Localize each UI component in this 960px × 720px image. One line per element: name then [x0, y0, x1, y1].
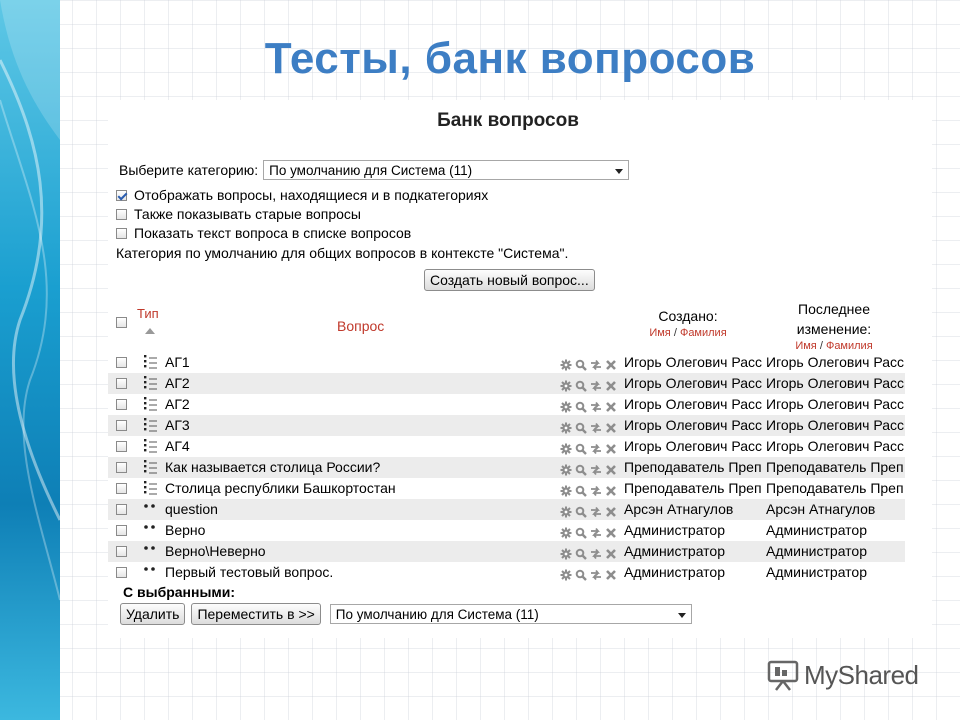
move-arrows-icon[interactable] [590, 400, 602, 416]
move-target-select[interactable] [330, 604, 692, 624]
sort-up-icon [145, 328, 155, 334]
question-bank-panel [108, 100, 932, 638]
created-by: Игорь Олегович Расс [624, 396, 762, 412]
preview-magnifier-icon[interactable] [575, 421, 587, 437]
sort-by-surname-link[interactable]: Фамилия [825, 340, 873, 352]
row-actions [560, 421, 618, 435]
edit-gear-icon[interactable] [560, 505, 572, 521]
question-name: Верно\Неверно [165, 543, 266, 559]
option-old-questions[interactable] [116, 205, 361, 223]
modified-header-line1: Последнее [798, 301, 870, 317]
move-arrows-icon[interactable] [590, 463, 602, 479]
row-actions [560, 568, 618, 582]
modified-by: Преподаватель Преп [766, 459, 904, 475]
preview-magnifier-icon[interactable] [575, 505, 587, 521]
option-subcategories[interactable] [116, 186, 488, 204]
decorative-left-band [0, 0, 60, 720]
default-category-note: Категория по умолчанию для общих вопросов в контексте "Система". [116, 245, 569, 261]
modified-header-line2: изменение: [796, 321, 872, 337]
preview-magnifier-icon[interactable] [575, 463, 587, 479]
list-icon [142, 396, 158, 412]
sort-separator: / [819, 340, 823, 352]
row-checkbox[interactable] [116, 462, 127, 473]
category-select[interactable] [263, 160, 629, 180]
delete-button[interactable]: Удалить [120, 603, 185, 625]
move-to-button[interactable]: Переместить в >> [191, 603, 320, 625]
question-name: Первый тестовый вопрос. [165, 564, 334, 580]
delete-x-icon[interactable] [605, 526, 617, 542]
table-row [108, 436, 905, 457]
move-arrows-icon[interactable] [590, 484, 602, 500]
created-by: Игорь Олегович Расс [624, 354, 762, 370]
edit-gear-icon[interactable] [560, 358, 572, 374]
modified-by: Арсэн Атнагулов [766, 501, 876, 517]
move-target-value: По умолчанию для Система (11) [335, 607, 539, 622]
option-label: Показать текст вопроса в списке вопросов [134, 225, 412, 241]
delete-x-icon[interactable] [605, 484, 617, 500]
question-name: Столица республики Башкортостан [165, 480, 396, 496]
edit-gear-icon[interactable] [560, 400, 572, 416]
question-list [108, 352, 905, 583]
row-actions [560, 463, 618, 477]
delete-x-icon[interactable] [605, 568, 617, 584]
created-by: Преподаватель Преп [624, 459, 762, 475]
preview-magnifier-icon[interactable] [575, 568, 587, 584]
row-checkbox[interactable] [116, 441, 127, 452]
list-icon [142, 417, 158, 433]
modified-by: Игорь Олегович Расс [766, 396, 904, 412]
row-checkbox[interactable] [116, 378, 127, 389]
table-row [108, 499, 905, 520]
row-checkbox[interactable] [116, 483, 127, 494]
modified-sort-links [774, 339, 894, 353]
modified-by: Игорь Олегович Расс [766, 438, 904, 454]
move-arrows-icon[interactable] [590, 442, 602, 458]
row-actions [560, 505, 618, 519]
brand-name: MyShared [804, 659, 919, 690]
category-select-value: По умолчанию для Система (11) [269, 163, 473, 178]
option-label: Отображать вопросы, находящиеся и в подкатегориях [134, 187, 489, 203]
row-checkbox[interactable] [116, 567, 127, 578]
delete-x-icon[interactable] [605, 421, 617, 437]
presentation-board-icon [766, 658, 800, 692]
table-row [108, 394, 905, 415]
brand-logo [766, 656, 919, 694]
edit-gear-icon[interactable] [560, 463, 572, 479]
category-label: Выберите категорию: [119, 162, 259, 178]
delete-x-icon[interactable] [605, 379, 617, 395]
option-label: Также показывать старые вопросы [134, 206, 361, 222]
row-actions [560, 526, 618, 540]
old-questions-checkbox[interactable] [116, 209, 127, 220]
select-all-checkbox[interactable] [116, 317, 127, 328]
edit-gear-icon[interactable] [560, 547, 572, 563]
table-row [108, 415, 905, 436]
delete-x-icon[interactable] [605, 463, 617, 479]
created-by: Администратор [624, 522, 726, 538]
row-checkbox[interactable] [116, 399, 127, 410]
slide-title: Тесты, банк вопросов [264, 34, 756, 83]
row-actions [560, 358, 618, 372]
table-row [108, 457, 905, 478]
column-header-question[interactable]: Вопрос [337, 318, 385, 334]
question-name: Верно [165, 522, 206, 538]
move-arrows-icon[interactable] [590, 379, 602, 395]
question-text-checkbox[interactable] [116, 228, 127, 239]
modified-by: Администратор [766, 522, 868, 538]
created-by: Игорь Олегович Расс [624, 375, 762, 391]
table-row [108, 478, 905, 499]
question-name: Как называется столица России? [165, 459, 381, 475]
move-arrows-icon[interactable] [590, 358, 602, 374]
modified-by: Администратор [766, 543, 868, 559]
delete-x-icon[interactable] [605, 358, 617, 374]
question-name: АГ2 [165, 375, 190, 391]
created-by: Администратор [624, 543, 726, 559]
dots-icon [142, 501, 158, 517]
column-header-modified [774, 299, 894, 353]
sort-separator: / [673, 327, 677, 339]
create-question-button[interactable]: Создать новый вопрос... [424, 269, 595, 291]
column-header-type[interactable]: Тип [137, 306, 159, 321]
edit-gear-icon[interactable] [560, 379, 572, 395]
created-by: Игорь Олегович Расс [624, 417, 762, 433]
created-sort-links [628, 327, 748, 339]
table-row [108, 562, 905, 583]
edit-gear-icon[interactable] [560, 442, 572, 458]
delete-x-icon[interactable] [605, 400, 617, 416]
row-checkbox[interactable] [116, 357, 127, 368]
list-icon [142, 354, 158, 370]
dots-icon [142, 522, 158, 538]
row-checkbox[interactable] [116, 525, 127, 536]
table-row [108, 541, 905, 562]
modified-by: Администратор [766, 564, 868, 580]
edit-gear-icon[interactable] [560, 421, 572, 437]
created-header-label: Создано: [658, 308, 718, 324]
created-by: Арсэн Атнагулов [624, 501, 734, 517]
move-arrows-icon[interactable] [590, 568, 602, 584]
delete-x-icon[interactable] [605, 442, 617, 458]
dots-icon [142, 564, 158, 580]
bulk-actions-bar [120, 603, 692, 625]
modified-by: Игорь Олегович Расс [766, 375, 904, 391]
row-checkbox[interactable] [116, 504, 127, 515]
row-checkbox[interactable] [116, 420, 127, 431]
preview-magnifier-icon[interactable] [575, 400, 587, 416]
modified-by: Игорь Олегович Расс [766, 417, 904, 433]
list-icon [142, 438, 158, 454]
row-actions [560, 379, 618, 393]
created-by: Преподаватель Преп [624, 480, 762, 496]
modified-by: Игорь Олегович Расс [766, 354, 904, 370]
edit-gear-icon[interactable] [560, 484, 572, 500]
question-name: АГ3 [165, 417, 190, 433]
list-icon [142, 375, 158, 391]
subcategories-checkbox[interactable] [116, 190, 127, 201]
category-row [119, 159, 629, 181]
created-by: Игорь Олегович Расс [624, 438, 762, 454]
preview-magnifier-icon[interactable] [575, 547, 587, 563]
table-row [108, 520, 905, 541]
created-by: Администратор [624, 564, 726, 580]
panel-title: Банк вопросов [437, 110, 579, 131]
delete-x-icon[interactable] [605, 547, 617, 563]
column-header-created [628, 308, 748, 339]
row-actions [560, 442, 618, 456]
sort-by-name-link[interactable]: Имя [649, 327, 671, 339]
question-name: АГ4 [165, 438, 190, 454]
move-arrows-icon[interactable] [590, 526, 602, 542]
sort-by-name-link[interactable]: Имя [795, 340, 817, 352]
list-icon [142, 480, 158, 496]
move-arrows-icon[interactable] [590, 421, 602, 437]
preview-magnifier-icon[interactable] [575, 484, 587, 500]
edit-gear-icon[interactable] [560, 568, 572, 584]
table-row [108, 373, 905, 394]
row-checkbox[interactable] [116, 546, 127, 557]
with-selected-label: С выбранными: [123, 584, 236, 600]
option-question-text[interactable] [116, 224, 411, 242]
list-icon [142, 459, 158, 475]
wave-decoration-icon [0, 0, 60, 720]
move-arrows-icon[interactable] [590, 505, 602, 521]
move-arrows-icon[interactable] [590, 547, 602, 563]
sort-by-surname-link[interactable]: Фамилия [679, 327, 727, 339]
chevron-down-icon [615, 169, 623, 174]
preview-magnifier-icon[interactable] [575, 358, 587, 374]
delete-x-icon[interactable] [605, 505, 617, 521]
row-actions [560, 400, 618, 414]
dots-icon [142, 543, 158, 559]
row-actions [560, 547, 618, 561]
table-row [108, 352, 905, 373]
question-name: question [165, 501, 218, 517]
edit-gear-icon[interactable] [560, 526, 572, 542]
preview-magnifier-icon[interactable] [575, 379, 587, 395]
question-name: АГ1 [165, 354, 190, 370]
preview-magnifier-icon[interactable] [575, 526, 587, 542]
preview-magnifier-icon[interactable] [575, 442, 587, 458]
modified-by: Преподаватель Преп [766, 480, 904, 496]
row-actions [560, 484, 618, 498]
question-name: АГ2 [165, 396, 190, 412]
chevron-down-icon [678, 613, 686, 618]
